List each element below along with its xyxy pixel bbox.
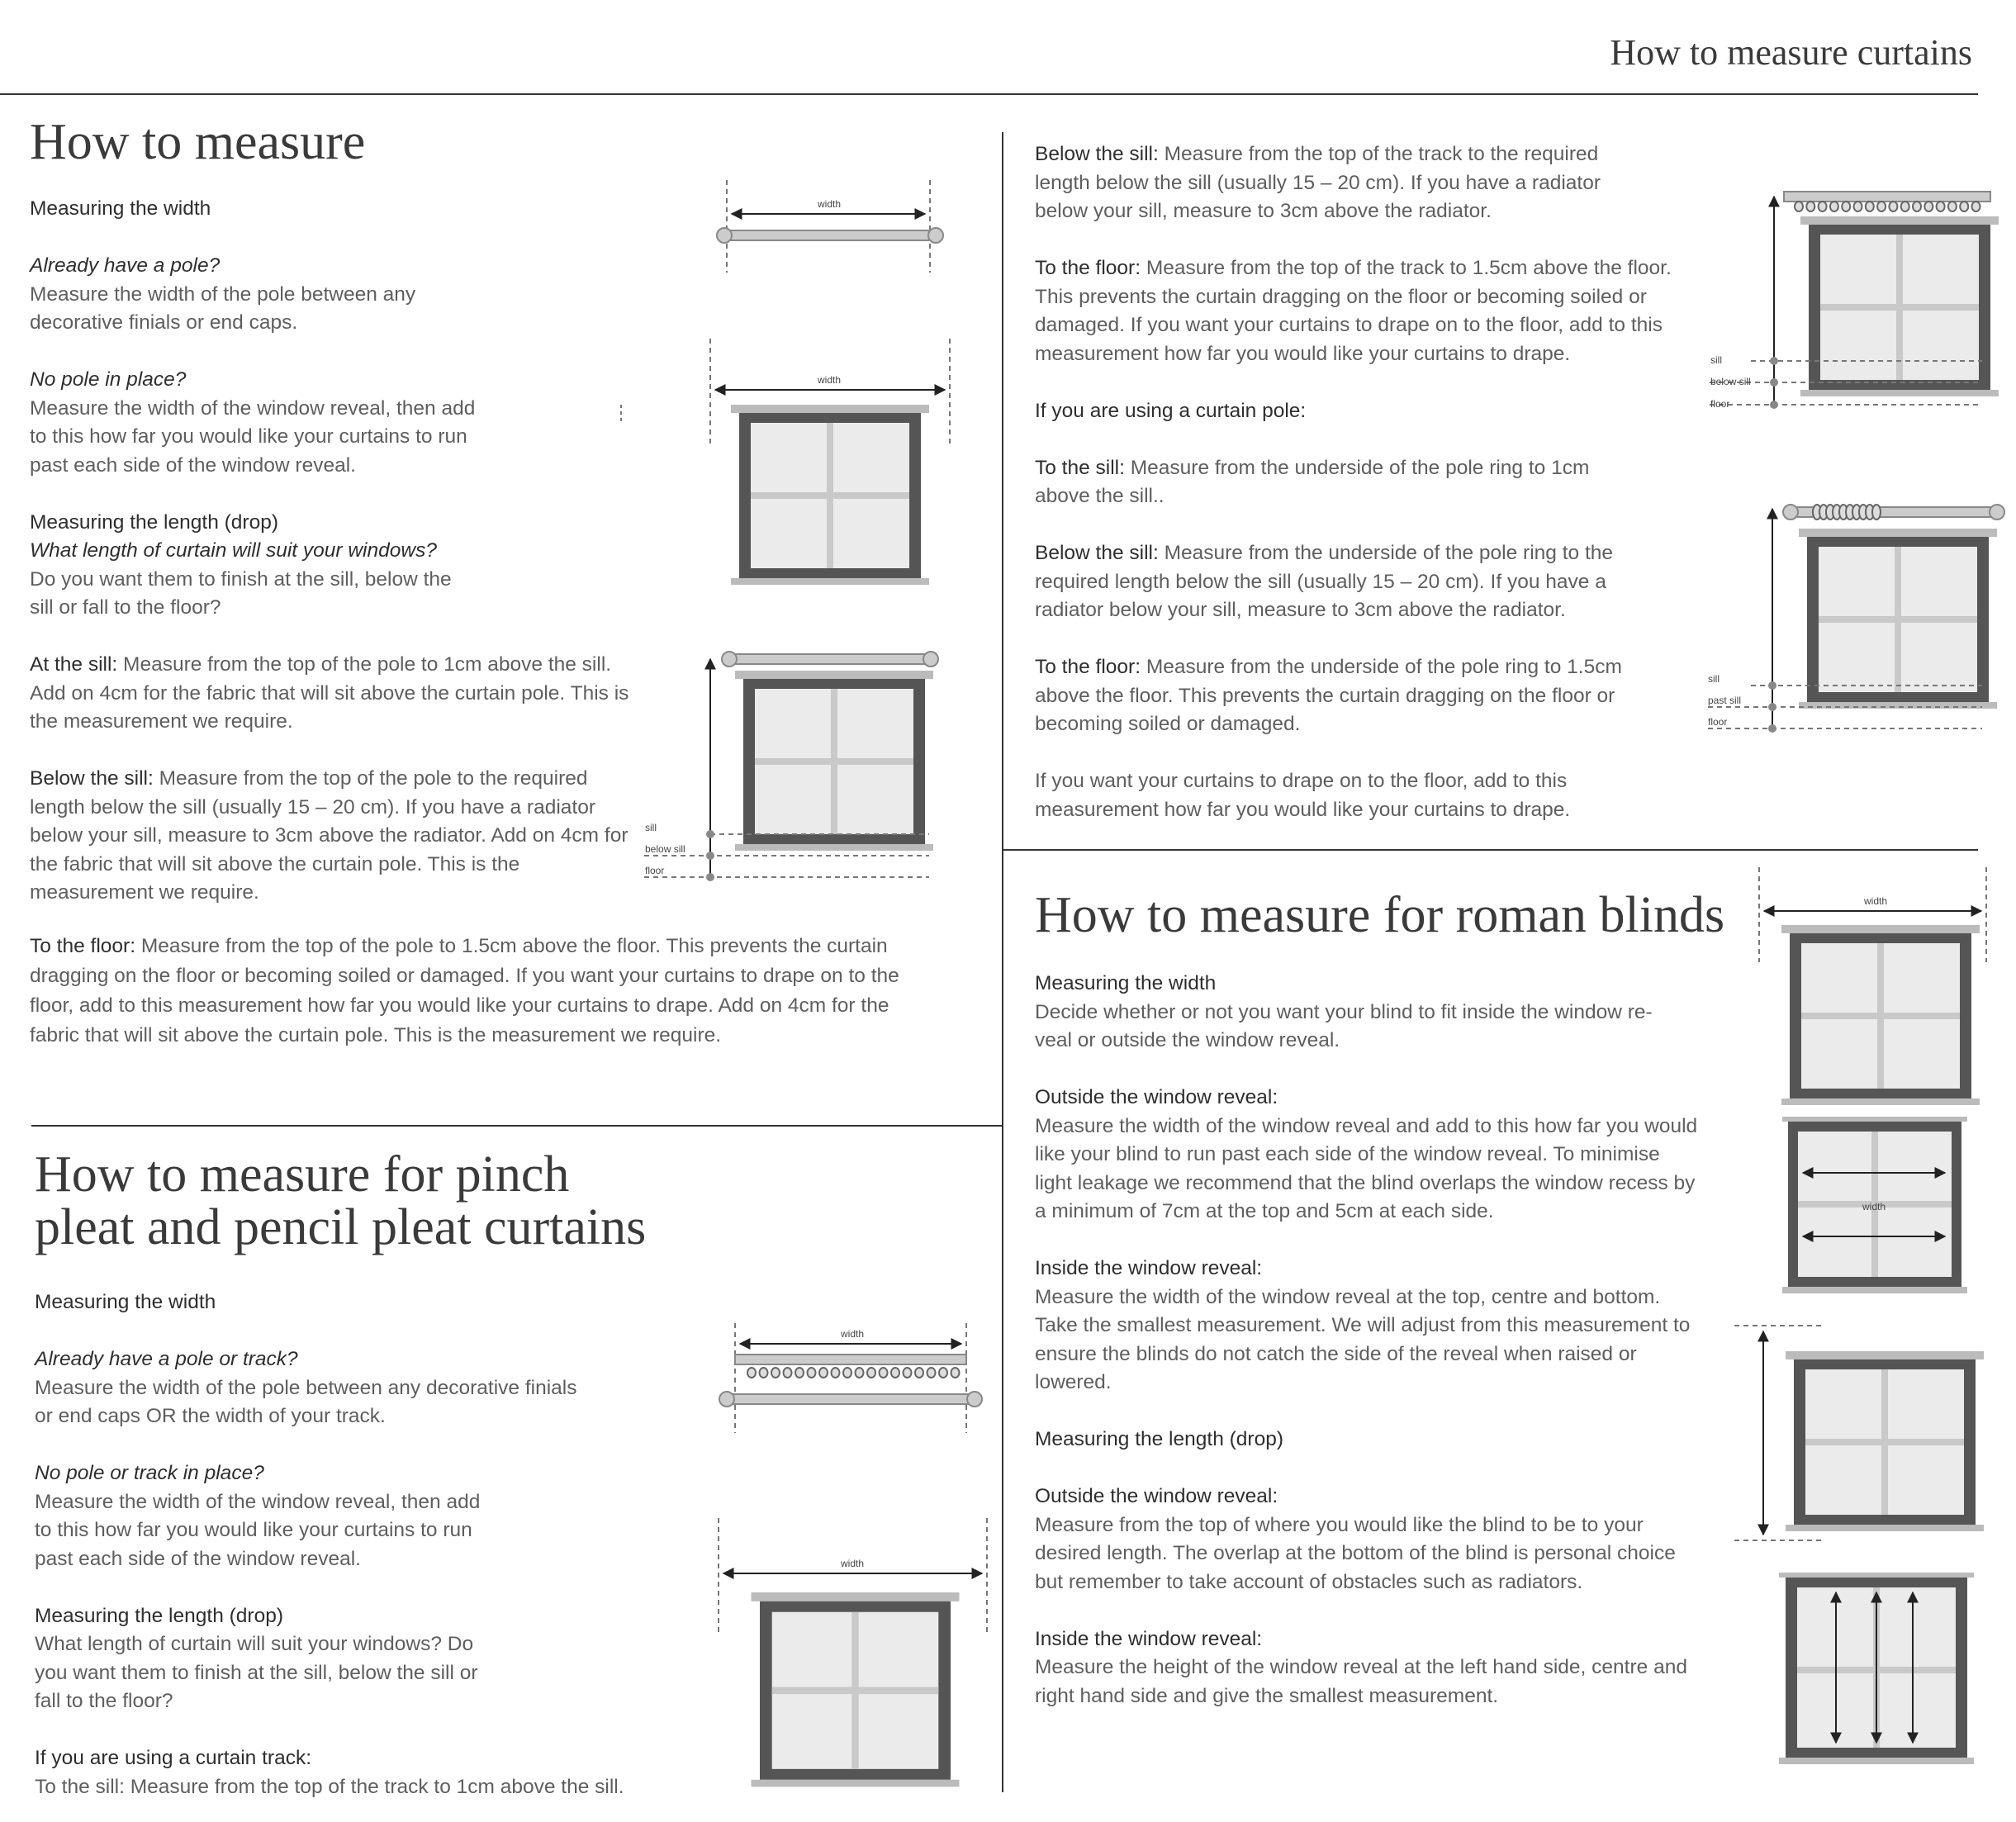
nopole-track-question: No pole or track in place? xyxy=(35,1462,264,1484)
width-label: width xyxy=(818,374,842,386)
outside-label: Outside the window reveal: xyxy=(1035,1086,1278,1108)
ring-icon xyxy=(795,1368,804,1378)
blind-width-diagram xyxy=(1759,867,1986,1105)
width-label: width xyxy=(841,1558,865,1569)
below-sill-label: below sill xyxy=(645,843,685,855)
ring-icon xyxy=(784,1368,792,1378)
width-text: Decide whether or not you want your blind to fit inside the window re- veal or outside the window reveal. xyxy=(1035,1000,1653,1051)
length-question: What length of curtain will suit your windows? xyxy=(30,539,437,562)
ring-icon xyxy=(915,1368,923,1378)
ring-icon xyxy=(1924,202,1933,211)
floor-text: Measure from the top of the pole to 1.5cm above the floor. This prevents the curtain dragging on the floor or becoming soiled or damaged. If you want your curtains to drape on to the floor, add to this measurement how far you would like your curtains to drape. Add on 4cm for the fabric that will sit above the curtain pole. This is the measurement we require. xyxy=(30,935,899,1046)
ring-icon xyxy=(1866,202,1874,211)
drape-text: If you want your curtains to drape on to the floor, add to this measurement how far you would like your curtains to drape. xyxy=(1035,770,1571,821)
past-sill-label: past sill xyxy=(1708,695,1742,706)
ring-icon xyxy=(1872,505,1881,520)
section-title: How to measure xyxy=(30,114,366,170)
section-title-line1: How to measure for pinch xyxy=(35,1146,570,1203)
window-width-diagram-2 xyxy=(719,1518,987,1786)
below-sill-label: Below the sill: xyxy=(1035,143,1159,165)
ring-icon xyxy=(891,1368,899,1378)
inside-length-text: Measure the height of the window reveal at the left hand side, centre and right hand side and give the smallest measurement. xyxy=(1035,1656,1687,1707)
pole-sill-label: To the sill: xyxy=(1035,456,1125,479)
outside-drop-diagram xyxy=(1734,1326,1984,1540)
floor-label: floor xyxy=(645,865,665,876)
below-sill-label: below sill xyxy=(1710,376,1751,387)
length-heading: Measuring the length (drop) xyxy=(30,510,278,534)
outside-length-label: Outside the window reveal: xyxy=(1035,1485,1278,1507)
ring-icon xyxy=(843,1368,851,1378)
nopole-answer: Measure the width of the window reveal, then add to this how far you would like your curtains to run past each side of the window reveal. xyxy=(30,396,476,477)
ring-icon xyxy=(1795,202,1803,211)
inside-drop-diagram xyxy=(1779,1573,1974,1764)
width-label: width xyxy=(1864,895,1888,907)
ring-icon xyxy=(819,1368,828,1378)
pole-drop-diagram xyxy=(644,652,938,881)
pole-ring-drop-diagram xyxy=(1708,505,2004,733)
length-heading: Measuring the length (drop) xyxy=(35,1604,283,1627)
ring-icon xyxy=(808,1368,816,1378)
ring-icon xyxy=(1854,202,1862,211)
ring-icon xyxy=(1960,202,1968,211)
ring-icon xyxy=(771,1368,780,1378)
track-drop-diagram xyxy=(1710,192,1999,410)
below-sill-label: Below the sill: xyxy=(30,767,154,790)
sill-label: sill xyxy=(1710,354,1722,366)
sill-label: sill xyxy=(645,822,657,833)
inside-width-diagram xyxy=(1782,1117,1967,1293)
sill-label: At the sill: xyxy=(30,653,118,676)
floor-label: To the floor: xyxy=(1035,257,1141,279)
floor-text: Measure from the top of the track to 1.5cm above the floor. This prevents the curtain dragging on the floor or becoming soiled or damaged. If you want your curtains to drape on to the floor, add to this measurement how far you would like your curtains to drape. xyxy=(1035,257,1672,365)
pole-heading: If you are using a curtain pole: xyxy=(1035,399,1307,422)
ring-icon xyxy=(1948,202,1957,211)
below-sill-text: Measure from the top of the pole to the required length below the sill (usually 15 – 20 cm). If you have a radiator below your sill, measure to 3cm above the radiator. Add on 4cm for the fabric that will sit above the curtain pole. This is the measurement we require. xyxy=(30,767,629,904)
width-label: width xyxy=(841,1328,865,1340)
sill-text: Measure from the top of the pole to 1cm above the sill. Add on 4cm for the fabric that will sit above the curtain pole. This is the measurement we require. xyxy=(30,653,629,733)
track-rings xyxy=(747,1368,960,1378)
ring-icon xyxy=(951,1368,960,1378)
track-sill: To the sill: Measure from the top of the track to 1cm above the sill. xyxy=(35,1775,624,1798)
ring-icon xyxy=(760,1368,768,1378)
ring-icon xyxy=(904,1368,912,1378)
pole-track-question: Already have a pole or track? xyxy=(35,1348,298,1370)
ring-icon xyxy=(1819,202,1827,211)
pole-answer: Measure the width of the pole between any decorative finials or end caps. xyxy=(30,282,416,334)
window-width-diagram xyxy=(710,339,950,585)
length-answer: What length of curtain will suit your windows? Do you want them to finish at the sill, below the sill or fall to the floor? xyxy=(35,1633,478,1712)
ring-icon xyxy=(1901,202,1909,211)
ring-icon xyxy=(867,1368,875,1378)
inside-label: Inside the window reveal: xyxy=(1035,1257,1263,1279)
page-header: How to measure curtains xyxy=(1610,32,1972,73)
ring-icon xyxy=(939,1368,947,1378)
pole-below-label: Below the sill: xyxy=(1035,542,1159,564)
section-title-line2: pleat and pencil pleat curtains xyxy=(35,1199,647,1255)
ring-icon xyxy=(1842,202,1850,211)
pole-below-text: Measure from the underside of the pole ring to the required length below the sill (usually 15 – 20 cm). If you have a radiator below your sill, measure to 3cm above the radiator. xyxy=(1035,542,1614,621)
floor-label: floor xyxy=(1710,398,1730,410)
outside-text: Measure the width of the window reveal and add to this how far you would like your blind to run past each side of the window reveal. To minimise light leakage we recommend that the blind overlaps the window recess by a minimum of 7cm at the top and 5cm at each side. xyxy=(1035,1114,1698,1222)
pole-width-diagram xyxy=(717,180,943,273)
track-rings xyxy=(1795,202,1980,211)
ring-icon xyxy=(880,1368,888,1378)
ring-icon xyxy=(1877,202,1886,211)
inside-text: Measure the width of the window reveal at the top, centre and bottom. Take the smallest measurement. We will adjust from this measurement to ensure the blinds do not catch the side of the reveal when raised or lowered. xyxy=(1035,1285,1691,1393)
pole-floor-text: Measure from the underside of the pole ring to 1.5cm above the floor. This prevents the curtain dragging on the floor or becoming soiled or damaged. xyxy=(1035,656,1622,735)
width-heading: Measuring the width xyxy=(35,1291,216,1313)
width-label: width xyxy=(818,198,842,210)
width-heading: Measuring the width xyxy=(30,197,211,220)
floor-label: floor xyxy=(1708,716,1728,728)
track-heading: If you are using a curtain track: xyxy=(35,1747,311,1769)
ring-icon xyxy=(1806,202,1814,211)
floor-label: To the floor: xyxy=(30,935,136,957)
ring-icon xyxy=(927,1368,936,1378)
length-heading: Measuring the length (drop) xyxy=(1035,1428,1283,1450)
nopole-track-answer: Measure the width of the window reveal, then add to this how far you would like your curtains to run past each side of the window reveal. xyxy=(35,1490,481,1570)
sill-label: sill xyxy=(1708,673,1720,685)
pole-track-answer: Measure the width of the pole between any decorative finials or end caps OR the width of your track. xyxy=(35,1376,577,1427)
ring-icon xyxy=(1972,202,1980,211)
pole-rings xyxy=(1813,505,1881,520)
section-title: How to measure for roman blinds xyxy=(1035,887,1725,943)
ring-icon xyxy=(1830,202,1838,211)
ring-icon xyxy=(747,1368,756,1378)
pole-question: Already have a pole? xyxy=(30,254,221,277)
length-answer: Do you want them to finish at the sill, below the sill or fall to the floor? xyxy=(30,567,452,619)
pole-sill-text: Measure from the underside of the pole ring to 1cm above the sill.. xyxy=(1035,456,1590,507)
width-heading: Measuring the width xyxy=(1035,972,1217,994)
inside-length-label: Inside the window reveal: xyxy=(1035,1627,1263,1650)
track-width-diagram xyxy=(719,1323,982,1433)
width-label: width xyxy=(1862,1201,1886,1212)
ring-icon xyxy=(832,1368,840,1378)
ring-icon xyxy=(1889,202,1897,211)
outside-length-text: Measure from the top of where you would like the blind to be to your desired length. The overlap at the bottom of the blind is personal choice but remember to take account of obstacles such as radiators. xyxy=(1035,1513,1676,1593)
below-sill-text: Measure from the top of the track to the required length below the sill (usually 15 – 20 cm). If you have a radiator below your sill, measure to 3cm above the radiator. xyxy=(1035,143,1601,222)
nopole-question: No pole in place? xyxy=(30,368,187,391)
ring-icon xyxy=(1913,202,1921,211)
pole-floor-label: To the floor: xyxy=(1035,656,1141,678)
ring-icon xyxy=(856,1368,864,1378)
ring-icon xyxy=(1937,202,1945,211)
